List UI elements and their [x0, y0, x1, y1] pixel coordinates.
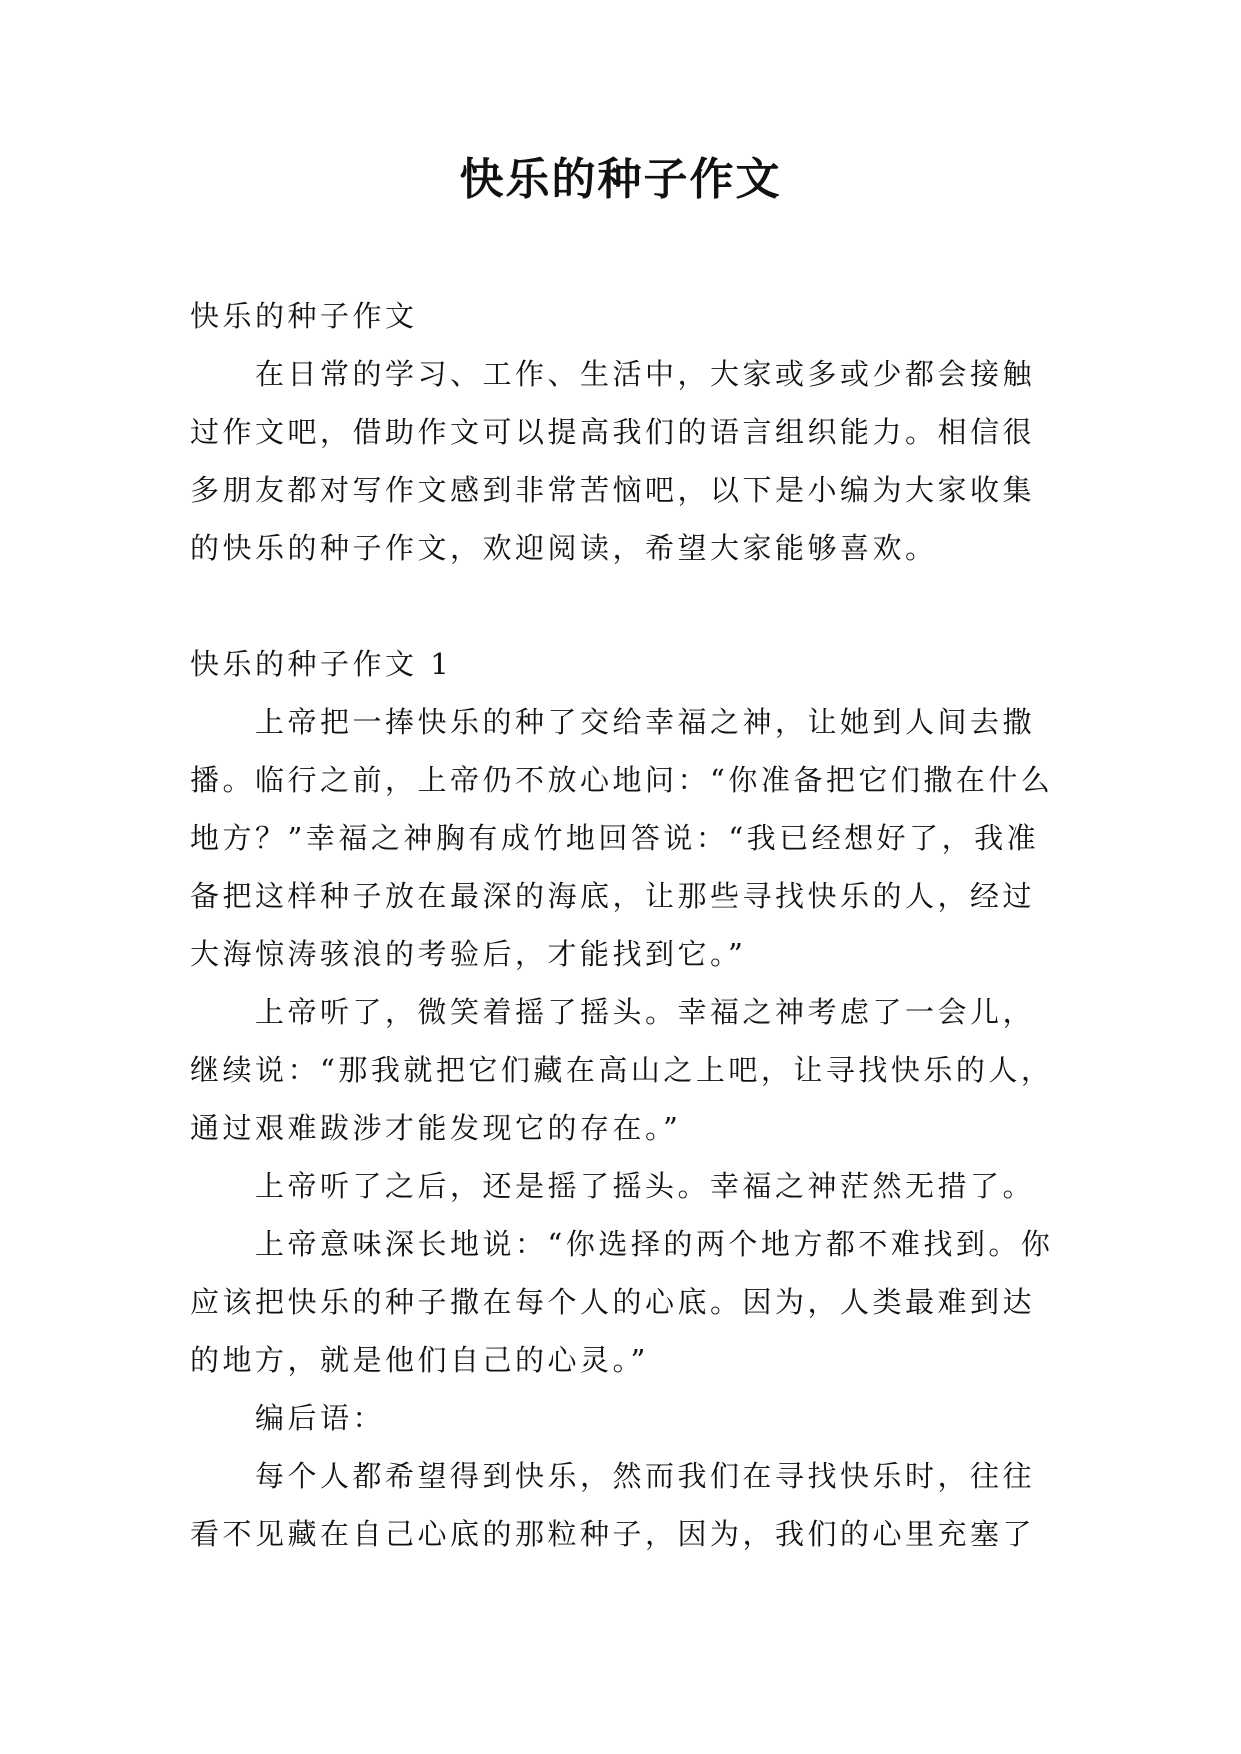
document-title: 快乐的种子作文	[459, 154, 782, 205]
section-heading: 快乐的种子作文	[190, 299, 418, 333]
body-paragraph: 在日常的学习、工作、生活中，大家或多或少都会接触过作文吧，借助作文可以提高我们的语言组织能力。相信很多朋友都对写作文感到非常苦恼吧，以下是小编为大家收集的快乐的种子作文，欢迎阅读，希望大家能够喜欢。	[190, 357, 1036, 565]
body-paragraph: 编后语：	[255, 1401, 386, 1435]
body-paragraph: 上帝听了，微笑着摇了摇头。幸福之神考虑了一会儿，继续说：“那我就把它们藏在高山之上吧，让寻找快乐的人，通过艰难跋涉才能发现它的存在。”	[190, 995, 1054, 1145]
section-spacer	[190, 577, 1060, 635]
body-paragraph: 上帝听了之后，还是摇了摇头。幸福之神茫然无措了。	[255, 1169, 1036, 1203]
body-paragraph: 上帝把一捧快乐的种了交给幸福之神，让她到人间去撒播。临行之前，上帝仍不放心地问：“你准备把它们撒在什么地方？”幸福之神胸有成竹地回答说：“我已经想好了，我准备把这样种子放在最深的海底，让那些寻找快乐的人，经过大海惊涛骇浪的考验后，才能找到它。”	[190, 705, 1054, 971]
body-paragraph: 上帝意味深长地说：“你选择的两个地方都不难找到。你应该把快乐的种子撒在每个人的心底。因为，人类最难到达的地方，就是他们自己的心灵。”	[190, 1227, 1054, 1377]
document-body	[190, 287, 1060, 1563]
body-paragraph: 每个人都希望得到快乐，然而我们在寻找快乐时，往往看不见藏在自己心底的那粒种子，因为，我们的心里充塞了	[190, 1459, 1036, 1551]
section-heading: 快乐的种子作文 1	[190, 647, 453, 681]
